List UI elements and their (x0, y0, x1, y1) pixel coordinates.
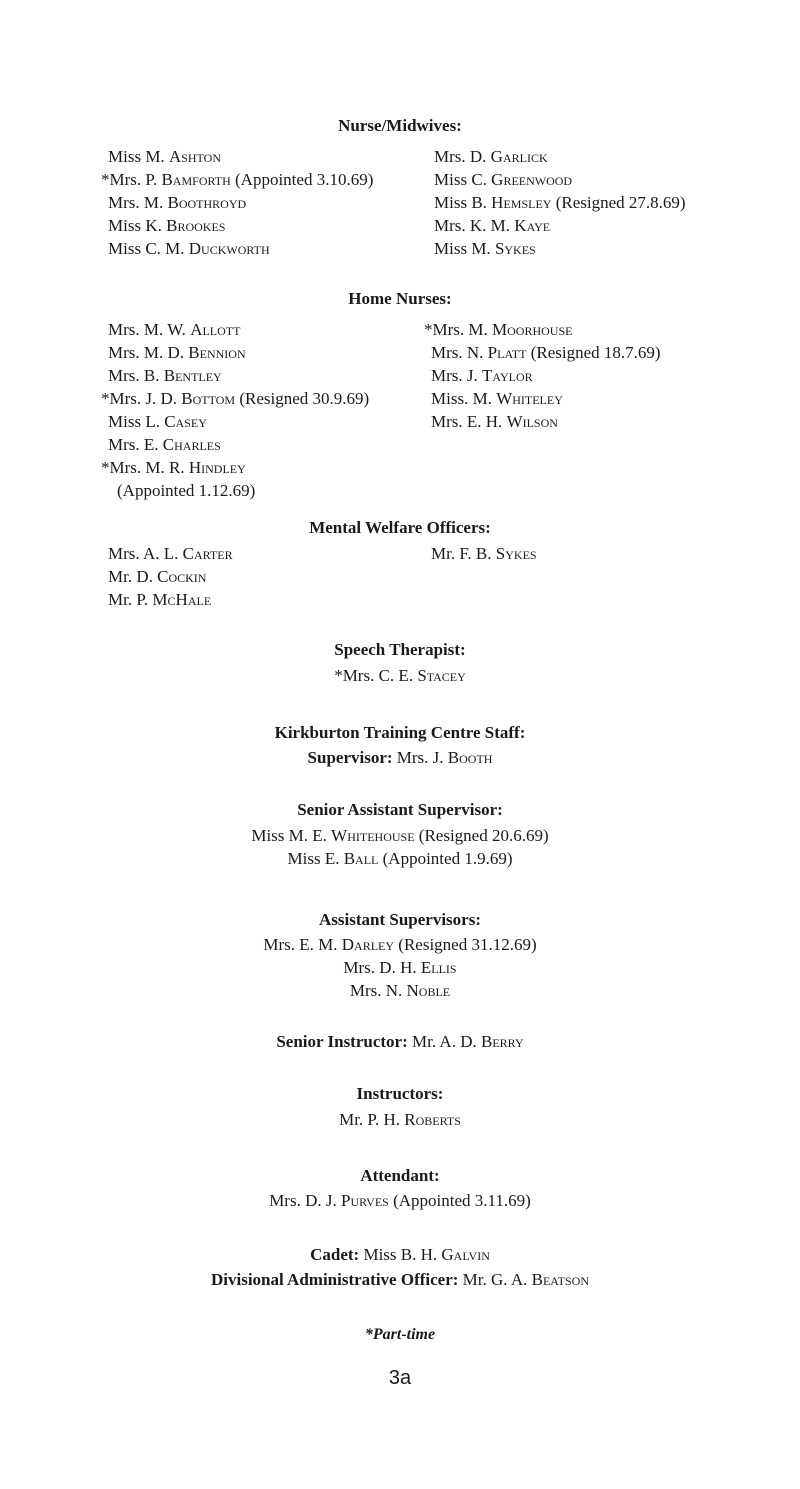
senior-instructor-line: Senior Instructor: Mr. A. D. Berry (276, 1032, 524, 1051)
staff-entry: Miss L. Casey (108, 412, 207, 431)
staff-entry: Mrs. D. H. Ellis (343, 958, 457, 977)
staff-entry: Mrs. E. M. Darley (Resigned 31.12.69) (263, 935, 537, 954)
senior-assistant-supervisor-heading: Senior Assistant Supervisor: (297, 800, 503, 819)
staff-entry: Mrs. N. Noble (349, 981, 451, 1000)
divisional-officer-line: Divisional Administrative Officer: Mr. G. A. Beatson (211, 1270, 589, 1289)
staff-entry: Miss K. Brookes (108, 216, 226, 235)
instructors-heading: Instructors: (356, 1084, 444, 1103)
staff-entry: Mrs. M. D. Bennion (108, 343, 246, 362)
staff-entry: Mrs. N. Platt (Resigned 18.7.69) (431, 343, 661, 362)
staff-entry: Mr. P. H. Roberts (339, 1110, 461, 1129)
staff-entry: Mrs. J. Taylor (431, 366, 533, 385)
staff-entry: Miss M. E. Whitehouse (Resigned 20.6.69) (251, 826, 549, 845)
staff-entry: *Mrs. P. Bamforth (Appointed 3.10.69) (101, 170, 374, 189)
kirkburton-heading: Kirkburton Training Centre Staff: (274, 723, 526, 742)
staff-entry: Supervisor: Mrs. J. Booth (307, 748, 493, 767)
staff-entry: *Mrs. M. Moorhouse (424, 320, 573, 339)
staff-entry: Miss M. Ashton (108, 147, 221, 166)
assistant-supervisors-heading: Assistant Supervisors: (319, 910, 481, 929)
nurse-midwives-heading: Nurse/Midwives: (338, 116, 462, 135)
staff-entry: Mrs. D. J. Purves (Appointed 3.11.69) (269, 1191, 531, 1210)
staff-entry: Mrs. M. W. Allott (108, 320, 241, 339)
staff-entry: Mrs. D. Garlick (434, 147, 548, 166)
cadet-line: Cadet: Miss B. H. Galvin (310, 1245, 490, 1264)
staff-entry: Mrs. K. M. Kaye (434, 216, 551, 235)
staff-entry: Mr. F. B. Sykes (431, 544, 537, 563)
staff-entry: Miss C. M. Duckworth (108, 239, 270, 258)
home-nurses-heading: Home Nurses: (348, 289, 452, 308)
part-time-footnote: *Part-time (364, 1326, 436, 1343)
staff-entry: Mrs. B. Bentley (108, 366, 222, 385)
staff-entry: Miss B. Hemsley (Resigned 27.8.69) (434, 193, 686, 212)
staff-entry: Mrs. E. Charles (108, 435, 221, 454)
staff-entry: Miss M. Sykes (434, 239, 536, 258)
staff-entry: Miss E. Ball (Appointed 1.9.69) (287, 849, 513, 868)
staff-entry-note: (Appointed 1.12.69) (117, 481, 256, 500)
speech-therapist-heading: Speech Therapist: (334, 640, 466, 659)
staff-entry: Mr. P. McHale (108, 590, 212, 609)
mental-welfare-heading: Mental Welfare Officers: (309, 518, 491, 537)
staff-entry: *Mrs. J. D. Bottom (Resigned 30.9.69) (101, 389, 370, 408)
staff-entry: Miss. M. Whiteley (431, 389, 563, 408)
staff-entry: Mrs. E. H. Wilson (431, 412, 558, 431)
page-number: 3a (388, 1367, 412, 1389)
staff-entry: *Mrs. M. R. Hindley (101, 458, 246, 477)
staff-entry: Mrs. A. L. Carter (108, 544, 233, 563)
staff-entry: Mr. D. Cockin (108, 567, 207, 586)
staff-entry: Mrs. M. Boothroyd (108, 193, 247, 212)
staff-entry: *Mrs. C. E. Stacey (334, 666, 466, 685)
staff-entry: Miss C. Greenwood (434, 170, 573, 189)
attendant-heading: Attendant: (360, 1166, 440, 1185)
